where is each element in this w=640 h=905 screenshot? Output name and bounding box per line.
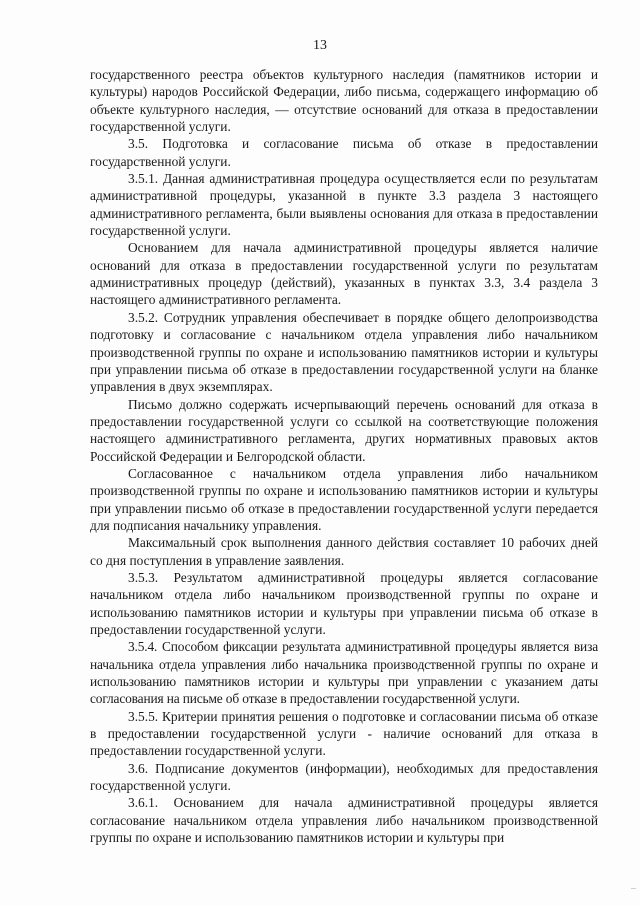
paragraph-agreed-letter: Согласованное с начальником отдела управления либо начальником производственной группы по охране и использованию памятников истории и культуры при управлении письмо об отказе в предоставлении государственной услуги передается для подписания начальнику управления. [90,465,598,533]
paragraph-section-3-6-heading: 3.6. Подписание документов (информации), необходимых для предоставления государственной услуги. [90,760,598,794]
paragraph-basis-for-procedure: Основанием для начала административной процедуры является наличие оснований для отказа в предоставлении государственной услуги по результатам административных процедур (действий), указанных в пунктах 3.3, 3.4 раздела 3 настоящего административного регламента. [90,240,598,308]
document-body [90,66,598,846]
paragraph-3-5-3: 3.5.3. Результатом административной процедуры является согласование начальником отдела либо начальником производственной группы по охране и использованию памятников истории и культуры при управлении письма об отказе в предоставлении государственной услуги. [90,569,598,637]
page-number: 13 [313,38,327,53]
paragraph-letter-content: Письмо должно содержать исчерпывающий перечень оснований для отказа в предоставлении государственной услуги со ссылкой на соответствующие положения настоящего административного регламента, других нормативных правовых актов Российской Федерации и Белгородской области. [90,396,598,464]
paragraph-3-5-2: 3.5.2. Сотрудник управления обеспечивает в порядке общего делопроизводства подготовку и согласование с начальником отдела управления либо начальником производственной группы по охране и использованию памятников истории и культуры при управлении письма об отказе в предоставлении государственной услуги на бланке управления в двух экземплярах. [90,309,598,395]
paragraph-registry-continuation: государственного реестра объектов культурного наследия (памятников истории и культуры) народов Российской Федерации, либо письма, содержащего информацию об объекте культурного наследия, — отсутствие оснований для отказа в предоставлении государственной услуги. [90,67,598,135]
paragraph-max-term: Максимальный срок выполнения данного действия составляет 10 рабочих дней со дня поступления в управление заявления. [90,535,598,568]
paragraph-section-3-5-heading: 3.5. Подготовка и согласование письма об отказе в предоставлении государственной услуги. [90,136,598,169]
paragraph-3-5-1: 3.5.1. Данная административная процедура осуществляется если по результатам административной процедуры, указанной в пункте 3.3 раздела 3 настоящего административного регламента, были выявлены основания для отказа в предоставлении государственной услуги. [90,171,598,239]
scan-edge-mark [631,888,636,889]
paragraph-3-6-1: 3.6.1. Основанием для начала административной процедуры является согласование начальником отдела управления либо начальником производственной группы по охране и использованию памятников истории и культуры при [90,795,598,846]
paragraph-3-5-5: 3.5.5. Критерии принятия решения о подготовке и согласовании письма об отказе в предоставлении государственной услуги - наличие оснований для отказа в предоставлении государственной услуги. [90,708,598,759]
paragraph-3-5-4: 3.5.4. Способом фиксации результата административной процедуры является виза начальника отдела управления либо начальника производственной группы по охране и использованию памятников истории и культуры при управлении с указанием даты согласования на письме об отказе в предоставлении государственной услуги. [90,639,598,707]
